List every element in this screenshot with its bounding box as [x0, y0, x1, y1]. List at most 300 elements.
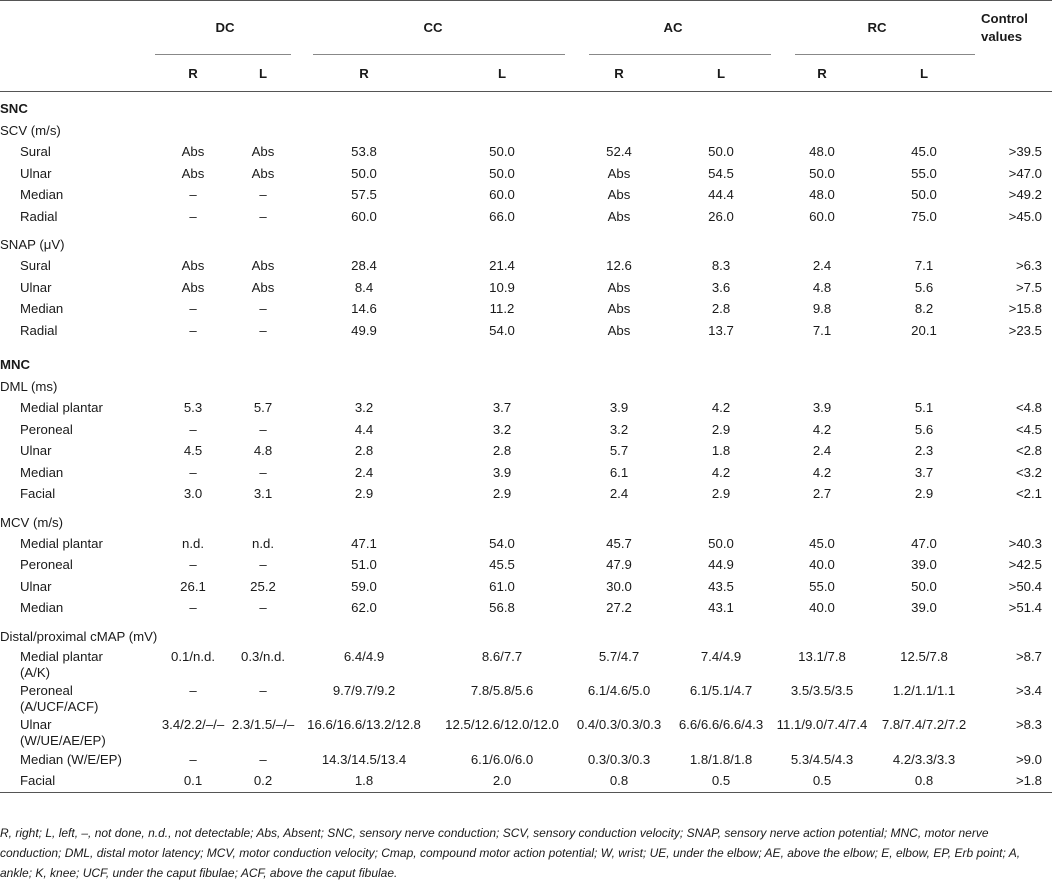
row-label-text: Median — [20, 464, 64, 480]
table-cell: 44.4 — [708, 187, 734, 203]
row-label — [0, 320, 155, 342]
row-label — [0, 462, 155, 484]
header-group-ac: AC — [571, 0, 775, 55]
section-title: SNC — [0, 100, 28, 116]
table-cell: 45.7 — [606, 535, 632, 551]
header-side: R — [817, 65, 827, 81]
table-cell: 27.2 — [606, 600, 632, 616]
table-cell: – — [259, 322, 267, 338]
table-cell: 50.0 — [911, 187, 937, 203]
table-cell: – — [259, 464, 267, 480]
table-cell: 11.1/9.0/7.4/7.4 — [776, 716, 868, 732]
table-body — [0, 92, 1052, 793]
table-cell: 0.2 — [253, 773, 273, 789]
table-cell: n.d. — [182, 535, 204, 551]
table-cell: – — [189, 322, 197, 338]
table-cell: 26.0 — [708, 208, 734, 224]
table-cell: 60.0 — [489, 187, 515, 203]
table-cell: Abs — [251, 258, 275, 274]
table-cell: 4.2 — [711, 400, 731, 416]
row-label — [0, 397, 155, 419]
control-value-cell: >47.0 — [1008, 165, 1042, 181]
table-cell: 13.7 — [708, 322, 734, 338]
subsection-title: SCV (m/s) — [0, 123, 61, 138]
table-cell: 12.5/12.6/12.0/12.0 — [445, 716, 559, 732]
row-label-text: Facial — [20, 773, 56, 789]
table-cell: 57.5 — [351, 187, 377, 203]
table-row — [0, 715, 1052, 749]
control-value-cell: >15.8 — [1008, 301, 1042, 317]
table-cell: 3.5/3.5/3.5 — [790, 682, 854, 698]
control-value-cell: >9.0 — [1015, 751, 1042, 767]
table-cell: 1.8 — [711, 443, 731, 459]
table-cell: 2.3/1.5/–/– — [231, 716, 295, 732]
table-cell: 0.5 — [812, 773, 832, 789]
table-row — [0, 770, 1052, 792]
table-cell: 5.6 — [914, 279, 934, 295]
row-label-text: Sural — [20, 258, 51, 274]
table-cell: 3.2 — [492, 421, 512, 437]
subsection-header-row — [0, 512, 1052, 533]
table-cell: 7.1 — [812, 322, 832, 338]
table-cell: 3.1 — [253, 486, 273, 502]
table-cell: – — [189, 464, 197, 480]
table-cell: 0.3/n.d. — [241, 648, 285, 664]
table-cell: 3.0 — [183, 486, 203, 502]
table-cell: 5.3 — [183, 400, 203, 416]
spacer-row — [0, 619, 1052, 626]
table-cell: Abs — [607, 279, 631, 295]
row-label-text: Median (W/E/EP) — [20, 751, 122, 767]
table-row — [0, 597, 1052, 619]
table-cell: 48.0 — [809, 187, 835, 203]
table-cell: 51.0 — [351, 557, 377, 573]
table-cell: Abs — [181, 144, 205, 160]
row-label — [0, 298, 155, 320]
table-cell: 12.5/7.8 — [900, 648, 948, 664]
row-label-text: Medial plantar — [20, 535, 103, 551]
row-label-text: Sural — [20, 144, 51, 160]
table-cell: 50.0 — [351, 165, 377, 181]
table-cell: 2.9 — [354, 486, 374, 502]
row-label — [0, 163, 155, 185]
table-row — [0, 533, 1052, 555]
table-cell: 1.8 — [354, 773, 374, 789]
table-row — [0, 483, 1052, 505]
table-cell: 4.5 — [183, 443, 203, 459]
table-cell: 2.7 — [812, 486, 832, 502]
row-label-text: Radial — [20, 322, 58, 338]
row-label — [0, 277, 155, 299]
spacer-cell — [0, 619, 1052, 626]
table-cell: 4.8 — [253, 443, 273, 459]
table-cell: 5.6 — [914, 421, 934, 437]
table-cell: 8.6/7.7 — [481, 648, 523, 664]
table-cell: – — [189, 682, 197, 698]
row-label-text: Ulnar — [20, 165, 52, 181]
row-label-text: Facial — [20, 486, 56, 502]
table-cell: 40.0 — [809, 557, 835, 573]
table-cell: – — [189, 751, 197, 767]
control-value-cell: >6.3 — [1015, 258, 1042, 274]
header-blank — [979, 55, 1052, 92]
header-side: L — [497, 65, 507, 81]
table-cell: 3.9 — [492, 464, 512, 480]
control-value-cell: >1.8 — [1015, 773, 1042, 789]
table-row — [0, 163, 1052, 185]
table-cell: 10.9 — [489, 279, 515, 295]
row-label-text: Radial — [20, 208, 58, 224]
table-row — [0, 255, 1052, 277]
row-label — [0, 681, 155, 715]
table-cell: 39.0 — [911, 600, 937, 616]
table-cell: 2.8 — [492, 443, 512, 459]
table-cell: 60.0 — [351, 208, 377, 224]
header-side: L — [716, 65, 726, 81]
control-value-cell: >39.5 — [1008, 144, 1042, 160]
row-label — [0, 715, 155, 749]
row-label — [0, 255, 155, 277]
table-cell: – — [189, 187, 197, 203]
table-cell: 5.7 — [609, 443, 629, 459]
table-cell: 5.3/4.5/4.3 — [790, 751, 854, 767]
table-cell: 40.0 — [809, 600, 835, 616]
subsection-header-row — [0, 626, 1052, 647]
table-cell: Abs — [251, 144, 275, 160]
table-cell: 47.1 — [351, 535, 377, 551]
table-cell: 5.7 — [253, 400, 273, 416]
table-cell: 2.9 — [711, 421, 731, 437]
table-cell: 28.4 — [351, 258, 377, 274]
table-cell: Abs — [251, 165, 275, 181]
table-cell: 2.8 — [711, 301, 731, 317]
table-cell: 20.1 — [911, 322, 937, 338]
subsection-title: MCV (m/s) — [0, 514, 63, 530]
subsection-title: DML (ms) — [0, 379, 58, 394]
table-cell: 0.1/n.d. — [171, 648, 215, 664]
table-cell: 7.1 — [914, 258, 934, 274]
table-cell: 53.8 — [351, 144, 377, 160]
table-cell: 9.8 — [812, 301, 832, 317]
table-cell: Abs — [251, 279, 275, 295]
row-label — [0, 576, 155, 598]
header-corner — [0, 0, 155, 55]
table-cell: 3.7 — [492, 400, 512, 416]
table-cell: 50.0 — [708, 144, 734, 160]
table-cell: – — [259, 208, 267, 224]
table-cell: 45.5 — [489, 557, 515, 573]
table-cell: 45.0 — [809, 535, 835, 551]
table-cell: 50.0 — [911, 578, 937, 594]
table-cell: 75.0 — [911, 208, 937, 224]
row-label-text: Ulnar — [20, 716, 52, 732]
table-cell: – — [259, 751, 267, 767]
table-row — [0, 554, 1052, 576]
table-cell: – — [189, 557, 197, 573]
table-cell: Abs — [607, 301, 631, 317]
spacer-row — [0, 227, 1052, 234]
table-cell: – — [259, 187, 267, 203]
table-cell: n.d. — [252, 535, 274, 551]
header-side: L — [258, 65, 268, 81]
table-cell: – — [259, 421, 267, 437]
control-value-cell: >8.3 — [1015, 716, 1042, 732]
subsection-header-row — [0, 376, 1052, 397]
row-label-text: Medial plantar — [20, 400, 103, 416]
table-cell: 3.9 — [609, 400, 629, 416]
table-cell: 3.6 — [711, 279, 731, 295]
table-cell: 50.0 — [489, 165, 515, 181]
row-label — [0, 141, 155, 163]
table-cell: 2.4 — [354, 464, 374, 480]
row-label-text: Median — [20, 301, 64, 317]
control-value-cell: >51.4 — [1008, 600, 1042, 616]
control-value-cell: <3.2 — [1015, 464, 1042, 480]
header-row-groups — [0, 0, 1052, 55]
control-value-cell: >40.3 — [1008, 535, 1042, 551]
table-cell: 26.1 — [180, 578, 206, 594]
table-cell: 4.2/3.3/3.3 — [892, 751, 956, 767]
table-cell: 3.2 — [609, 421, 629, 437]
table-row — [0, 184, 1052, 206]
table-cell: – — [259, 557, 267, 573]
table-cell: 6.1/6.0/6.0 — [470, 751, 534, 767]
table-cell: 7.8/7.4/7.2/7.2 — [881, 716, 967, 732]
header-side: R — [614, 65, 624, 81]
row-label — [0, 440, 155, 462]
table-cell: 14.6 — [351, 301, 377, 317]
table-cell: 56.8 — [489, 600, 515, 616]
table-cell: 6.6/6.6/6.6/4.3 — [678, 716, 764, 732]
table-row — [0, 419, 1052, 441]
table-cell: 62.0 — [351, 600, 377, 616]
table-cell: 2.4 — [812, 443, 832, 459]
spacer-row — [0, 341, 1052, 348]
table-row — [0, 681, 1052, 715]
table-cell: 4.8 — [812, 279, 832, 295]
table-cell: 7.4/4.9 — [700, 648, 742, 664]
table-cell: 14.3/14.5/13.4 — [321, 751, 407, 767]
table-cell: 2.9 — [914, 486, 934, 502]
control-value-cell: <2.1 — [1015, 486, 1042, 502]
table-cell: 0.8 — [914, 773, 934, 789]
table-cell: Abs — [607, 322, 631, 338]
table-cell: 55.0 — [911, 165, 937, 181]
table-row — [0, 647, 1052, 681]
table-cell: Abs — [607, 208, 631, 224]
subsection-title: SNAP (μV) — [0, 237, 65, 252]
table-row — [0, 206, 1052, 228]
table-cell: 1.2/1.1/1.1 — [892, 682, 956, 698]
control-value-cell: >42.5 — [1008, 557, 1042, 573]
row-label-text: Ulnar — [20, 443, 52, 459]
table-row — [0, 576, 1052, 598]
table-cell: 5.7/4.7 — [598, 648, 640, 664]
table-cell: Abs — [181, 165, 205, 181]
table-cell: Abs — [607, 165, 631, 181]
table-cell: 2.0 — [492, 773, 512, 789]
table-cell: 1.8/1.8/1.8 — [689, 751, 753, 767]
row-label — [0, 533, 155, 555]
row-label — [0, 483, 155, 505]
header-side: R — [188, 65, 198, 81]
table-cell: – — [259, 682, 267, 698]
table-cell: 66.0 — [489, 208, 515, 224]
table-cell: 52.4 — [606, 144, 632, 160]
table-cell: 4.2 — [812, 464, 832, 480]
control-value-cell: >8.7 — [1015, 648, 1042, 664]
table-cell: – — [259, 600, 267, 616]
table-cell: Abs — [181, 258, 205, 274]
table-cell: Abs — [181, 279, 205, 295]
table-cell: – — [189, 208, 197, 224]
table-cell: 2.3 — [914, 443, 934, 459]
control-value-cell: >7.5 — [1015, 279, 1042, 295]
control-value-cell: >45.0 — [1008, 208, 1042, 224]
row-label-text: Median — [20, 187, 64, 203]
row-label-sub: (W/UE/AE/EP) — [20, 732, 106, 748]
table-footnote: R, right; L, left, –, not done, n.d., not detectable; Abs, Absent; SNC, sensory nerve conduction; SCV, sensory conduction velocity; SNAP, sensory nerve action potential; MNC, motor nerve conduction; DML, distal motor latency; MCV, motor conduction velocity; Cmap, compound motor action potential; W, wrist; UE, under the elbow; AE, above the elbow; E, elbow, EP, Erb point; A, ankle; K, knee; UCF, under the caput fibulae; ACF, above the caput fibulae. — [0, 826, 1021, 880]
control-value-cell: <4.8 — [1015, 400, 1042, 416]
table-row — [0, 298, 1052, 320]
section-header-row — [0, 348, 1052, 376]
table-cell: 6.1 — [609, 464, 629, 480]
header-control-values: Control values — [981, 10, 1028, 44]
table-cell: 55.0 — [809, 578, 835, 594]
spacer-row — [0, 505, 1052, 512]
table-cell: 60.0 — [809, 208, 835, 224]
subsection-header-row — [0, 234, 1052, 255]
row-label — [0, 206, 155, 228]
table-cell: – — [189, 421, 197, 437]
table-cell: 6.1/4.6/5.0 — [587, 682, 651, 698]
table-cell: 43.5 — [708, 578, 734, 594]
row-label — [0, 419, 155, 441]
table-row — [0, 397, 1052, 419]
header-side: R — [359, 65, 369, 81]
table-row — [0, 320, 1052, 342]
header-blank — [0, 55, 155, 92]
table-row — [0, 462, 1052, 484]
table-cell: 54.0 — [489, 535, 515, 551]
row-label — [0, 770, 155, 792]
row-label-text: Peroneal — [20, 682, 73, 698]
row-label-text: Peroneal — [20, 557, 73, 573]
row-label — [0, 554, 155, 576]
table-cell: 54.5 — [708, 165, 734, 181]
row-label-text: Ulnar — [20, 578, 52, 594]
table-cell: 9.7/9.7/9.2 — [332, 682, 396, 698]
control-value-cell: <2.8 — [1015, 443, 1042, 459]
table-cell: 25.2 — [250, 578, 276, 594]
table-cell: 8.4 — [354, 279, 374, 295]
subsection-header-row — [0, 120, 1052, 141]
table-cell: 13.1/7.8 — [798, 648, 846, 664]
spacer-cell — [0, 227, 1052, 234]
header-row-sides — [0, 55, 1052, 92]
table-row — [0, 749, 1052, 771]
table-cell: 48.0 — [809, 144, 835, 160]
table-cell: 8.3 — [711, 258, 731, 274]
table-cell: 6.4/4.9 — [343, 648, 385, 664]
spacer-cell — [0, 505, 1052, 512]
control-value-cell: >50.4 — [1008, 578, 1042, 594]
table-cell: 30.0 — [606, 578, 632, 594]
table-cell: 0.5 — [711, 773, 731, 789]
table-cell: 21.4 — [489, 258, 515, 274]
table-cell: 4.2 — [812, 421, 832, 437]
table-cell: 47.0 — [911, 535, 937, 551]
row-label-text: Median — [20, 600, 64, 616]
table-cell: 12.6 — [606, 258, 632, 274]
table-cell: 2.9 — [711, 486, 731, 502]
table-cell: 2.4 — [812, 258, 832, 274]
row-label — [0, 597, 155, 619]
table-cell: 8.2 — [914, 301, 934, 317]
table-cell: 50.0 — [489, 144, 515, 160]
table-cell: – — [189, 301, 197, 317]
table-cell: 6.1/5.1/4.7 — [689, 682, 753, 698]
row-label — [0, 647, 155, 681]
table-cell: 5.1 — [914, 400, 934, 416]
table-cell: 49.9 — [351, 322, 377, 338]
row-label — [0, 749, 155, 771]
table-cell: 11.2 — [489, 301, 515, 317]
control-value-cell: >23.5 — [1008, 322, 1042, 338]
table-cell: 47.9 — [606, 557, 632, 573]
table-cell: 3.9 — [812, 400, 832, 416]
row-label-text: Ulnar — [20, 279, 52, 295]
table-cell: 0.3/0.3/0.3 — [587, 751, 651, 767]
table-cell: 50.0 — [708, 535, 734, 551]
table-cell: 2.9 — [492, 486, 512, 502]
table-row — [0, 141, 1052, 163]
spacer-cell — [0, 341, 1052, 348]
header-group-cc: CC — [295, 0, 571, 55]
table-cell: 16.6/16.6/13.2/12.8 — [307, 716, 421, 732]
control-value-cell: <4.5 — [1015, 421, 1042, 437]
table-cell: Abs — [607, 187, 631, 203]
table-cell: – — [189, 600, 197, 616]
table-row — [0, 440, 1052, 462]
subsection-title: Distal/proximal cMAP (mV) — [0, 628, 158, 644]
row-label-sub: (A/K) — [20, 664, 51, 680]
table-cell: 0.1 — [183, 773, 203, 789]
table-cell: 61.0 — [489, 578, 515, 594]
table-cell: 50.0 — [809, 165, 835, 181]
row-label-text: Peroneal — [20, 421, 73, 437]
section-header-row — [0, 92, 1052, 121]
table-cell: 45.0 — [911, 144, 937, 160]
section-title: MNC — [0, 356, 31, 372]
row-label-sub: (A/UCF/ACF) — [20, 698, 99, 714]
table-cell: 3.2 — [354, 400, 374, 416]
table-cell: 4.4 — [354, 421, 374, 437]
table-cell: 2.8 — [354, 443, 374, 459]
table-cell: 3.7 — [914, 464, 934, 480]
table-cell: 59.0 — [351, 578, 377, 594]
header-group-dc: DC — [155, 0, 295, 55]
row-label — [0, 184, 155, 206]
table-cell: 43.1 — [708, 600, 734, 616]
control-value-cell: >3.4 — [1015, 682, 1042, 698]
table-cell: 0.8 — [609, 773, 629, 789]
table-cell: 4.2 — [711, 464, 731, 480]
table-cell: – — [259, 301, 267, 317]
table-cell: 39.0 — [911, 557, 937, 573]
table-cell: 7.8/5.8/5.6 — [470, 682, 534, 698]
table-cell: 54.0 — [489, 322, 515, 338]
